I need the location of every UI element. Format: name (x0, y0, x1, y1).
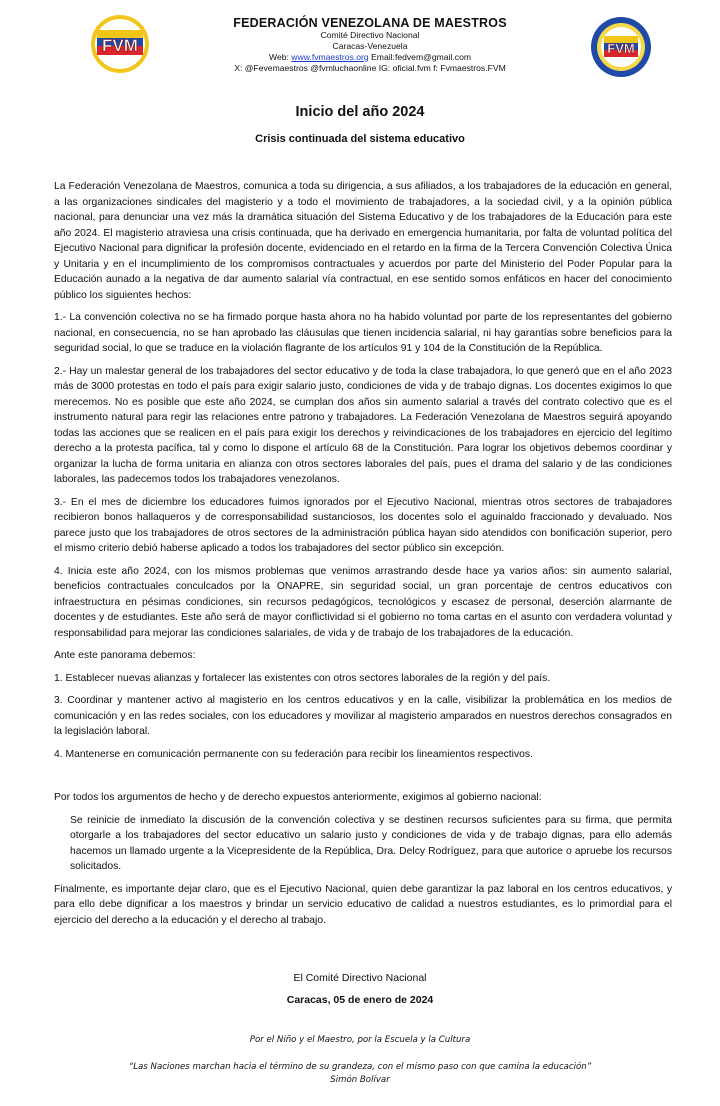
paragraph-demands-intro: Por todos los argumentos de hecho y de derecho expuestos anteriormente, exigimos al gobierno nacional: (54, 792, 542, 803)
paragraph-point-2: 2.- Hay un malestar general de los trabajadores del sector educativo y de toda la clase trabajadora, lo que generó que en el año 2023 más de 3000 protestas en todo el país para exigir salario justo, condiciones de vida y de trabajo dignas. Los docentes exigimos lo que merecemos. No es posible que este año 2024, se cumplan dos años sin aumento salarial a través del contrato colectivo que es el instrumento natural para regir las relaciones entre patrono y trabajadores. La Federación Venezolana de Maestros seguirá apoyando todas las acciones que se realicen en el país para exigir los derechos y reivindicaciones de los trabajadores en ejercicio del legítimo derecho a la protesta pacífica, tal y como lo dispone el artículo 68 de la Constitución. Para lograr los objetivos debemos coordinar y organizar la lucha de forma unitaria en alianza con otros sectores laborales del país, pues el drama del salario y de las condiciones laborales, las padecemos todos los trabajadores venezolanos. (54, 365, 672, 485)
paragraph-intro: La Federación Venezolana de Maestros, comunica a toda su dirigencia, a sus afiliados, a los trabajadores de la educación en general, a las organizaciones sindicales del magisterio y a todo el movimiento de trabajadores, a la sociedad civil, y a la opinión pública nacional, para denunciar una vez más la dramática situación del Sistema Educativo y de los trabajadores de la Educación para este año 2024. El magisterio atraviesa una crisis continuada, que ha derivado en emergencia humanitaria, por falta de voluntad política del Ejecutivo Nacional para dignificar la profesión docente, evidenciado en el retardo en la firma de la Tercera Convención Colectiva Única y Unitaria y en el incumplimiento de los compromisos contractuales y acuerdos por parte del Ministerio del Poder Popular para la Educación aunado a la negativa de dar aumento salarial vía contractual, en ese sentido somos enfáticos en hacer del conocimiento público los siguientes hechos: (54, 181, 672, 301)
committee-line: Comité Directivo Nacional (320, 30, 420, 40)
web-label: Web: (268, 52, 289, 62)
action-item-4: 4. Mantenerse en comunicación permanente con su federación para recibir los lineamientos respectivos. (54, 748, 533, 760)
paragraph-panorama: Ante este panorama debemos: (54, 650, 196, 661)
paragraph-conclusion: Finalmente, es importante dejar claro, que es el Ejecutivo Nacional, quien debe garantizar la paz laboral en los centros educativos, y para ello debe dignificar a los maestros y brindar un servicio educativo de calidad a nuestros estudiantes, es lo primordial para el ejercicio del derecho a la educación y el derecho al trabajo. (54, 883, 672, 926)
paragraph-point-3: 3.- En el mes de diciembre los educadores fuimos ignorados por el Ejecutivo Nacional, mientras otros sectores de trabajadores recibieron bonos hallaqueros y de corresponsabilidad sustanciosos, los docentes solo el aguinaldo fraccionado y devaluado. Nos parece justo que los trabajadores de otros sectores de la administración pública hayan sido atendidos con bonificación superior, pero el mismo criterio debió haberse aplicado a todos los trabajadores del sector público sin excepción. (54, 496, 672, 554)
org-name: FEDERACIÓN VENEZOLANA DE MAESTROS (233, 16, 507, 30)
action-item-3: 3. Coordinar y mantener activo al magisterio en los centros educativos y en la calle, visibilizar la problemática en los medios de comunicación y en las redes sociales, con los educadores y movilizar al magisterio amparados en nuestros derechos consagrados en la legislación laboral. (54, 695, 672, 737)
email-address[interactable]: fedvem@gmail.com (394, 52, 472, 62)
paragraph-point-4: 4. Inicia este año 2024, con los mismos problemas que venimos arrastrando desde hace ya varios años: sin aumento salarial, beneficios contractuales conculcados por la ONAPRE, sin seguridad social, un gran porcentaje de centros educativos con infraestructura en pésimas condiciones, sin recursos pedagógicos, tecnológicos y escasez de personal, deserción alarmante de docentes y de estudiantes. Este año será de mayor conflictividad si el gobierno no toma cartas en el asunto con verdadera voluntad y responsabilidad para mejorar las condiciones salariales, de vida y de trabajo de los trabajadores de la educación. (54, 565, 672, 639)
action-item-1: 1. Establecer nuevas alianzas y fortalecer las existentes con otros sectores laborales de la región y del país. (54, 672, 551, 684)
fvm-logo-right (590, 16, 652, 78)
social-line: X: @Fevemaestros @fvmluchaonline IG: oficial.fvm f: Fvmaestros.FVM (234, 63, 506, 73)
footer-quote-author: Simón Bolívar (330, 1075, 390, 1085)
footer-motto: Por el Niño y el Maestro, por la Escuela y la Cultura (249, 1035, 471, 1045)
website-link[interactable]: www.fvmaestros.org (291, 52, 369, 62)
contact-line (170, 52, 570, 63)
document-title: Inicio del año 2024 (295, 104, 425, 120)
email-label: Email: (371, 52, 395, 62)
logo-left-text: FVM (102, 36, 138, 55)
location-line: Caracas-Venezuela (332, 41, 408, 51)
signature: El Comité Directivo Nacional (293, 972, 427, 984)
letterhead (170, 16, 570, 74)
document-body (54, 179, 672, 935)
logo-right-text: FVM (607, 41, 635, 56)
paragraph-point-1: 1.- La convención colectiva no se ha firmado porque hasta ahora no ha habido voluntad por parte de los representantes del gobierno nacional, en consecuencia, no se han aprobado las cláusulas que tienen incidencia salarial, ni hay garantías sobre beneficios para la seguridad social, lo que se traduce en la violación flagrante de los artículos 91 y 104 de la Constitución de la República. (54, 312, 672, 354)
place-date: Caracas, 05 de enero de 2024 (286, 994, 434, 1006)
fvm-logo-left (90, 14, 150, 74)
document-subtitle: Crisis continuada del sistema educativo (255, 133, 465, 145)
paragraph-demand: Se reinicie de inmediato la discusión de la convención colectiva y se destinen recursos suficientes para su firma, que permita otorgarle a los trabajadores del sector educativo un salario justo y condiciones de vida y de trabajo dignas, para ello además hacemos un llamado urgente a la Vicepresidente de la República, Dra. Delcy Rodríguez, para que autorice o apruebe los recursos solicitados. (70, 814, 672, 872)
footer-quote: “Las Naciones marchan hacia el término de su grandeza, con el mismo paso con que camina la educación” (128, 1062, 592, 1072)
